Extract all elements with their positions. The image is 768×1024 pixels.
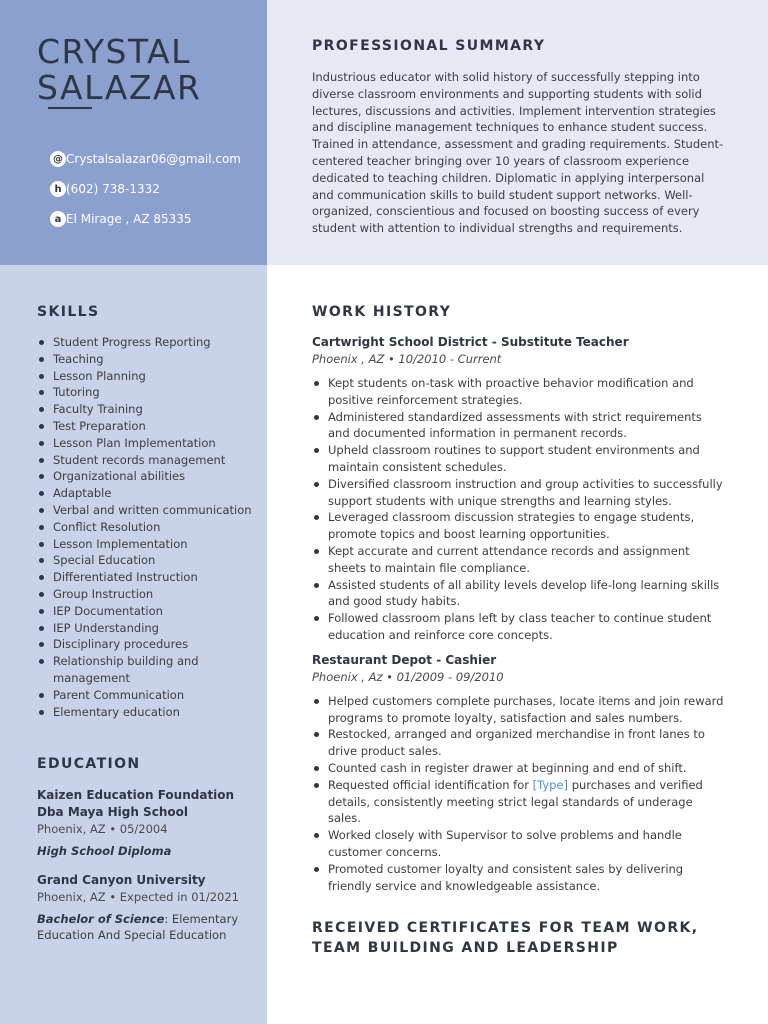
skill-item: Tutoring — [37, 384, 262, 401]
skill-item: Lesson Planning — [37, 368, 262, 385]
type-placeholder: [Type] — [532, 777, 569, 792]
phone-icon: h — [50, 181, 66, 197]
professional-summary-section — [312, 38, 727, 237]
skill-item: Faculty Training — [37, 401, 262, 418]
job-bullet: Restocked, arranged and organized merchandise in front lanes to drive product sales. — [312, 726, 727, 760]
education-location-date: Phoenix, AZ • Expected in 01/2021 — [37, 889, 239, 904]
job-bullet-list — [312, 693, 727, 895]
skill-item: Lesson Implementation — [37, 536, 262, 553]
education-title: EDUCATION — [37, 756, 141, 772]
skill-item: Group Instruction — [37, 586, 262, 603]
job-bullet: Kept accurate and current attendance records and assignment sheets to maintain file compliance. — [312, 543, 727, 577]
job-location-dates: Phoenix , AZ • 10/2010 - Current — [312, 352, 502, 366]
job-bullet: Administered standardized assessments with strict requirements and documented information in permanent records. — [312, 409, 727, 443]
education-entry — [37, 872, 262, 944]
contact-phone[interactable] — [50, 179, 265, 199]
job-entry — [312, 652, 727, 895]
skill-item: Lesson Plan Implementation — [37, 435, 262, 452]
skill-item: Organizational abilities — [37, 468, 262, 485]
work-history-title: WORK HISTORY — [312, 304, 452, 320]
contact-email[interactable] — [50, 149, 265, 169]
degree-name: Bachelor of Science — [37, 911, 165, 926]
skill-item: IEP Understanding — [37, 620, 262, 637]
skill-item: Parent Communication — [37, 687, 262, 704]
education-degree — [37, 911, 262, 944]
skills-section — [37, 304, 262, 720]
education-location-date: Phoenix, AZ • 05/2004 — [37, 822, 168, 836]
contact-email-text[interactable]: Crystalsalazar06@gmail.com — [66, 152, 241, 166]
name-underline — [48, 107, 92, 109]
job-bullet: Kept students on-task with proactive behavior modification and positive reinforcement strategies. — [312, 375, 727, 409]
job-title: Restaurant Depot - Cashier — [312, 652, 497, 667]
summary-text: Industrious educator with solid history of successfully stepping into diverse classroom environments and supporting students with solid lectures, discussions and activities. Implement intervention strategies and discipline management techniques to enhance student success. Trained in attendance, assessment and grading requirements. Student-centered teacher bringing over 10 years of classroom experience dedicated to teaching children. Diplomatic in applying interpersonal and communication skills to build student support networks. Well-organized, conscientious and focused on boosting success of every student with attention to individual strengths and requirements. — [312, 70, 724, 236]
education-section — [37, 756, 262, 944]
contact-list — [50, 149, 265, 239]
contact-phone-text[interactable]: (602) 738-1332 — [66, 182, 160, 196]
education-school: Kaizen Education Foundation Dba Maya High School — [37, 788, 235, 819]
skill-item: Teaching — [37, 351, 262, 368]
job-bullet-list — [312, 375, 727, 644]
address-icon: a — [50, 211, 66, 227]
job-bullet: Followed classroom plans left by class teacher to continue student education and reinforce core concepts. — [312, 610, 727, 644]
skills-list — [37, 334, 262, 720]
skill-item: Student Progress Reporting — [37, 334, 262, 351]
work-history-section — [312, 304, 727, 894]
skill-item: Special Education — [37, 552, 262, 569]
contact-address-text: El Mirage , AZ 85335 — [66, 212, 192, 226]
job-bullet: Counted cash in register drawer at beginning and end of shift. — [312, 760, 727, 777]
summary-title: PROFESSIONAL SUMMARY — [312, 38, 546, 54]
candidate-name — [37, 34, 257, 106]
skill-item: Test Preparation — [37, 418, 262, 435]
contact-address — [50, 209, 265, 229]
education-degree — [37, 843, 262, 860]
job-bullet: Diversified classroom instruction and group activities to successfully support students with unique strengths and learning styles. — [312, 476, 727, 510]
skill-item: Student records management — [37, 452, 262, 469]
skill-item: Adaptable — [37, 485, 262, 502]
degree-name: High School Diploma — [37, 844, 172, 858]
job-bullet: Requested official identification for [Type] purchases and verified details, consistently meeting strict legal standards of underage sales. — [312, 777, 727, 827]
job-bullet: Upheld classroom routines to support student environments and maintain consistent schedules. — [312, 442, 727, 476]
job-bullet: Worked closely with Supervisor to solve problems and handle customer concerns. — [312, 827, 727, 861]
skills-title: SKILLS — [37, 304, 100, 320]
name-last: SALAZAR — [37, 68, 202, 107]
job-entry — [312, 334, 727, 644]
skill-item: IEP Documentation — [37, 603, 262, 620]
job-bullet: Assisted students of all ability levels develop life-long learning skills and good study habits. — [312, 577, 727, 611]
certificates-heading: RECEIVED CERTIFICATES FOR TEAM WORK, TEAM BUILDING AND LEADERSHIP — [312, 920, 699, 956]
degree-field: : Elementary Education And Special Education — [37, 911, 239, 942]
job-bullet: Helped customers complete purchases, locate items and join reward programs to promote loyalty, satisfaction and sales numbers. — [312, 693, 727, 727]
skill-item: Differentiated Instruction — [37, 569, 262, 586]
job-bullet: Leveraged classroom discussion strategies to engage students, promote topics and boost learning opportunities. — [312, 509, 727, 543]
skill-item: Conflict Resolution — [37, 519, 262, 536]
education-school: Grand Canyon University — [37, 872, 206, 887]
email-icon: @ — [50, 151, 66, 167]
skill-item: Disciplinary procedures — [37, 636, 262, 653]
education-entry — [37, 787, 262, 860]
skill-item: Verbal and written communication — [37, 502, 262, 519]
skill-item: Relationship building and management — [37, 653, 262, 687]
job-bullet: Promoted customer loyalty and consistent sales by delivering friendly service and knowledgeable assistance. — [312, 861, 727, 895]
job-title: Cartwright School District - Substitute Teacher — [312, 335, 629, 349]
name-first: CRYSTAL — [37, 32, 192, 71]
skill-item: Elementary education — [37, 704, 262, 721]
job-location-dates: Phoenix , Az • 01/2009 - 09/2010 — [312, 669, 504, 684]
